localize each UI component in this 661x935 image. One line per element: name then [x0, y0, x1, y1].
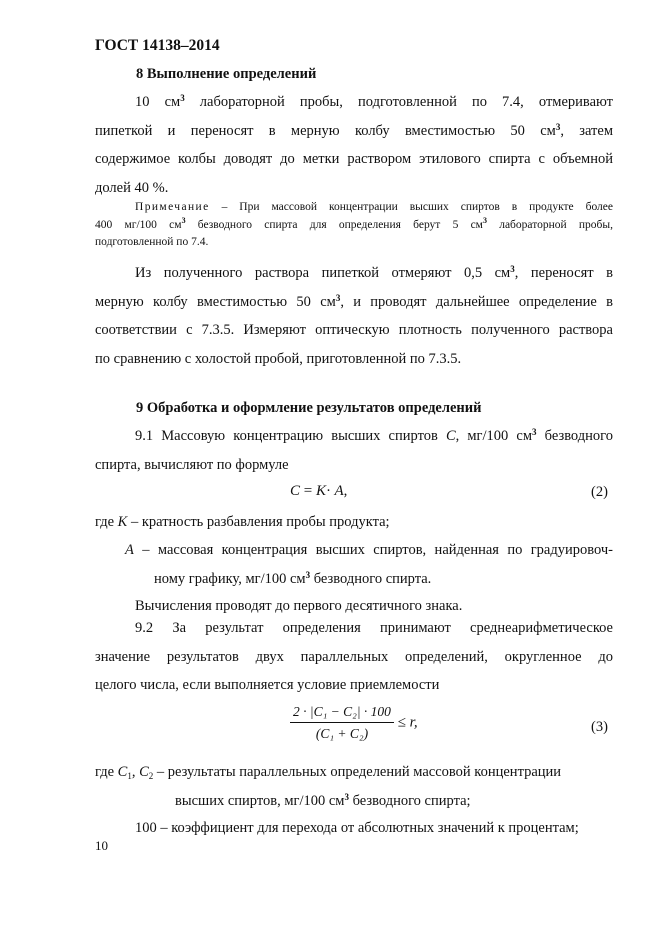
- where-k: где K – кратность разбавления пробы продукта;: [95, 514, 390, 530]
- section-8-paragraph-2: Из полученного раствора пипеткой отмеряют 0,5 $см^3$, переносят в мерную колбу вместимостью 50 $см^3$, и проводят дальнейшее определение в соответствии с 7.3.5. Измеряют оптическую плотность полученного раствора по сравнению с холостой пробой, приготовленной по 7.3.5.: [95, 264, 613, 367]
- formula-3-fraction: [290, 704, 394, 742]
- formula-3-number: (3): [591, 719, 608, 735]
- calculation-precision: Вычисления проводят до первого десятичного знака.: [135, 598, 463, 614]
- where-a: A – массовая концентрация высших спиртов, найденная по градуировоч- ному графику, мг/100 $см^3$ безводного спирта.: [125, 542, 613, 587]
- coefficient-100: 100 – коэффициент для перехода от абсолютных значений к процентам;: [135, 820, 579, 836]
- page-number: 10: [95, 838, 108, 853]
- formula-3-denominator: (C₁ + C₂): [315, 726, 369, 741]
- section-8-paragraph-1: 10 $см^3$ лабораторной пробы, подготовленной по 7.4, отмеривают пипеткой и переносят в мерную колбу вместимостью 50 $см^3$, затем содержимое колбы доводят до метки раствором этилового спирта с объемной долей 40 %.: [95, 93, 613, 196]
- document-header: ГОСТ 14138–2014: [95, 37, 220, 54]
- formula-2: С = K· A,: [290, 483, 348, 499]
- paragraph-9-2: 9.2 За результат определения принимают среднеарифметическое значение результатов двух параллельных определений, округленное до целого числа, если выполняется условие приемлемости: [95, 620, 613, 693]
- section-9-title: 9 Обработка и оформление результатов определений: [136, 400, 482, 416]
- where-c: где $С_1$, $С_2$ – результаты параллельных определений массовой концентрации высших спиртов, мг/100 $см^3$ безводного спирта;: [95, 764, 562, 809]
- formula-2-number: (2): [591, 484, 608, 500]
- section-8-note: Примечание – При массовой концентрации высших спиртов в продукте более 400 мг/100 $см^3$ безводного спирта для определения берут 5 $см^3$ лабораторной пробы, подготовленной по 7.4.: [95, 201, 613, 248]
- paragraph-9-1: 9.1 Массовую концентрацию высших спиртов С, мг/100 $см^3$ безводного спирта, вычисляют по формуле: [95, 427, 613, 473]
- formula-3: $\frac{\text{2 · |C₁ − C₂| · 100}}{\text{(C₁ + C₂)}}$ ≤ r,: [290, 704, 418, 742]
- section-8-title: 8 Выполнение определений: [136, 66, 317, 82]
- formula-3-numerator: 2 · |C₁ − C₂| · 100: [290, 704, 394, 723]
